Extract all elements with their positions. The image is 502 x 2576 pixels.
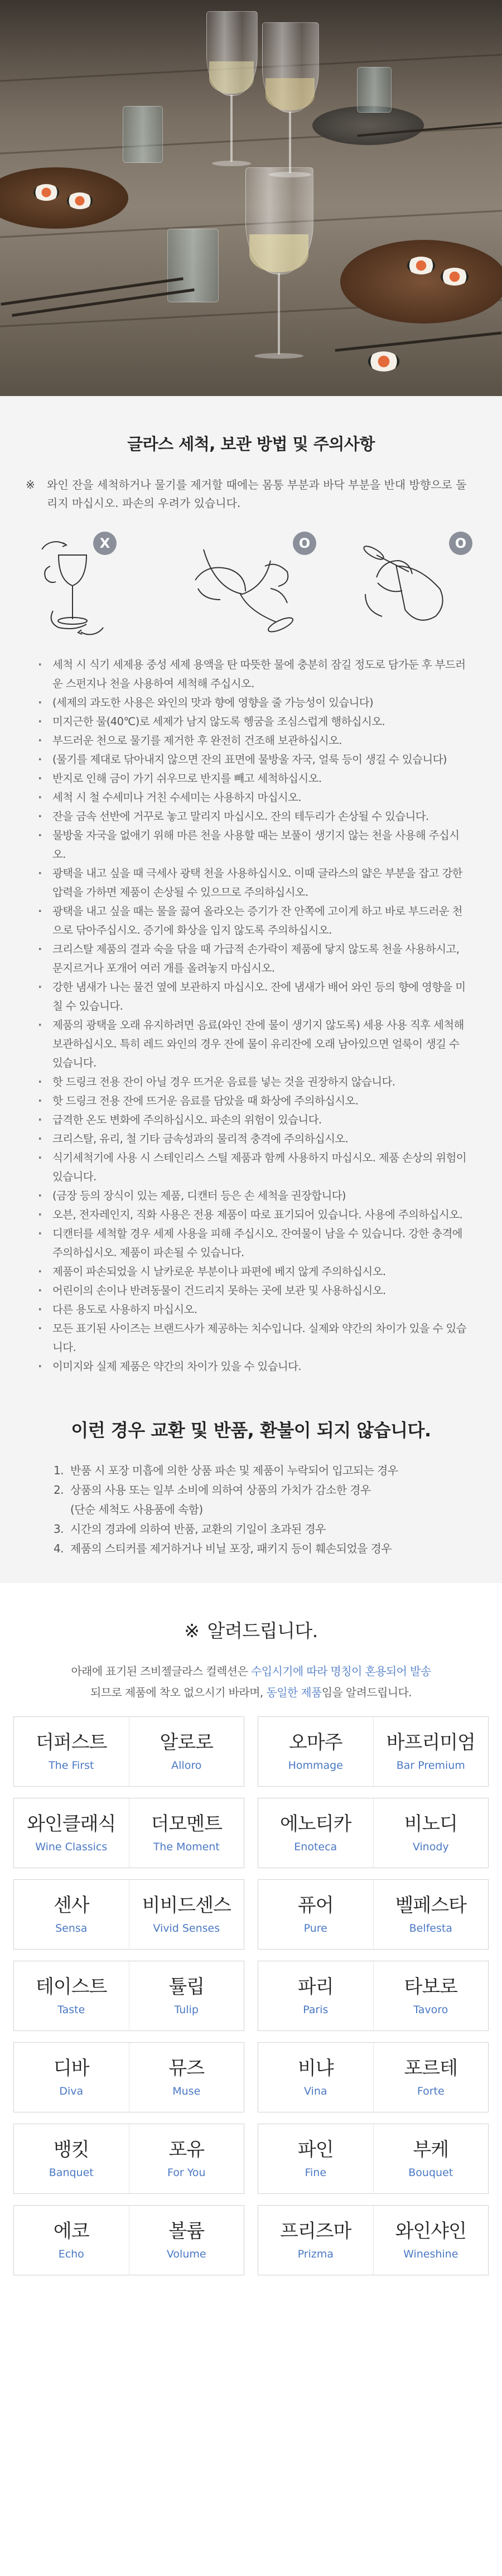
brand-cell [129, 1880, 244, 1949]
brand-cell [14, 1880, 129, 1949]
brand-pair-box [258, 1716, 489, 1787]
brand-pair-box [258, 1798, 489, 1868]
brand-pair-box [258, 2124, 489, 2194]
brand-name-english: The First [49, 1759, 94, 1772]
brand-name-english: Vinody [412, 1841, 449, 1853]
brand-name-korean: 부케 [413, 2139, 449, 2161]
chopsticks-image [335, 331, 502, 351]
item-number: 3. [54, 1522, 64, 1536]
notice-highlight: 수입시기에 따라 명칭이 혼용되어 발송 [251, 1665, 431, 1678]
no-return-list [0, 1461, 502, 1559]
list-item: · 광택을 내고 싶을 때 극세사 광택 천을 사용하십시오. 이때 글라스의 얇은 부분을 잡고 강한 압력을 가하면 제품이 손상될 수 있으므로 주의하십시오. [33, 864, 472, 902]
brand-name-english: Alloro [171, 1759, 202, 1772]
brand-name-korean: 테이스트 [36, 1976, 107, 1998]
brand-cell [129, 1798, 244, 1868]
brand-pair-box [258, 1961, 489, 2031]
list-item: · 오븐, 전자레인지, 직화 사용은 전용 제품이 따로 표기되어 있습니다. 사용에 주의하십시오. [33, 1205, 472, 1224]
item-text: 제품의 스티커를 제거하거나 비닐 포장, 패키지 등이 훼손되었을 경우 [70, 1542, 392, 1555]
care-warning-note [0, 476, 502, 513]
list-item: · 반지로 인해 금이 가기 쉬우므로 반지를 빼고 세척하십시오. [33, 769, 472, 788]
brand-name-korean: 알로로 [160, 1731, 214, 1754]
brand-cell [258, 1717, 373, 1786]
brand-pair-box [13, 2042, 244, 2112]
handling-illustrations [0, 527, 502, 644]
notice-title-text: 알려드립니다. [207, 1620, 318, 1642]
brand-name-english: Belfesta [409, 1922, 452, 1935]
brand-cell [373, 2043, 489, 2112]
brand-name-korean: 에노티카 [280, 1813, 351, 1835]
list-item [54, 1500, 502, 1519]
brand-cell [14, 2043, 129, 2112]
list-item: · 제품이 파손되었을 시 날카로운 부분이나 파편에 베지 않게 주의하십시오. [33, 1262, 472, 1281]
brand-name-english: Pure [303, 1922, 327, 1935]
brand-name-english: Vina [303, 2085, 327, 2097]
list-item: · (세제의 과도한 사용은 와인의 맛과 향에 영향을 줄 가능성이 있습니다) [33, 693, 472, 712]
brand-name-english: Wine Classics [35, 1841, 108, 1853]
brand-name-english: Vivid Senses [153, 1922, 220, 1935]
notice-text-part: 되므로 제품에 착오 없으시기 바라며, [90, 1686, 267, 1699]
brand-name-english: Paris [303, 2004, 329, 2016]
brand-pair-box [13, 1716, 244, 1787]
brand-cell [129, 1717, 244, 1786]
sushi-image [407, 257, 435, 274]
list-item: · (물기를 제대로 닦아내지 않으면 잔의 표면에 물방울 자국, 얼룩 등이 생길 수 있습니다) [33, 750, 472, 769]
list-item: · 세척 시 철 수세미나 거친 수세미는 사용하지 마십시오. [33, 788, 472, 807]
brand-name-korean: 튤립 [168, 1976, 205, 1998]
holding-stem-correct-icon [343, 527, 482, 644]
brand-name-english: Tulip [174, 2004, 199, 2016]
brand-name-grid [13, 1716, 489, 2275]
brand-pair-box [258, 1879, 489, 1950]
brand-pair-box [13, 1961, 244, 2031]
list-item: · 강한 냄새가 나는 물건 옆에 보관하지 마십시오. 잔에 냄새가 배어 와인 등의 향에 영향을 미칠 수 있습니다. [33, 978, 472, 1016]
brand-cell [14, 1717, 129, 1786]
brand-name-korean: 프리즈마 [280, 2220, 351, 2242]
item-text: 상품의 사용 또는 일부 소비에 의하여 상품의 가치가 감소한 경우 [70, 1483, 371, 1497]
brand-name-korean: 볼륨 [168, 2220, 205, 2242]
brand-name-english: Volume [166, 2248, 206, 2260]
sushi-image [33, 184, 59, 201]
brand-pair-box [13, 1879, 244, 1950]
wooden-bowl-image [0, 167, 128, 229]
brand-name-korean: 바프리미엄 [386, 1731, 475, 1754]
brand-cell [129, 2043, 244, 2112]
list-item: · 부드러운 천으로 물기를 제거한 후 완전히 건조해 보관하십시오. [33, 731, 472, 750]
water-glass-image [123, 106, 162, 167]
brand-name-english: Prizma [297, 2248, 334, 2260]
list-item: · (금장 등의 장식이 있는 제품, 디캔터 등은 손 세척을 권장합니다) [33, 1186, 472, 1205]
brand-name-korean: 와인샤인 [395, 2220, 466, 2242]
brand-name-korean: 오마주 [288, 1731, 342, 1754]
chopsticks-image [1, 277, 183, 306]
brand-cell [14, 1798, 129, 1868]
brand-cell [258, 2124, 373, 2193]
brand-name-english: Banquet [49, 2167, 94, 2179]
notice-highlight: 동일한 제품 [266, 1686, 322, 1699]
list-item: · 미지근한 물(40℃)로 세제가 남지 않도록 헹굼을 조심스럽게 행하십시오. [33, 712, 472, 731]
item-number: 4. [54, 1542, 64, 1555]
list-item: · 어린이의 손이나 반려동물이 건드리지 못하는 곳에 보관 및 사용하십시오. [33, 1281, 472, 1300]
brand-name-korean: 타보로 [404, 1976, 458, 1998]
list-item: · 모든 표기된 사이즈는 브랜드사가 제공하는 치수입니다. 실제와 약간의 차이가 있을 수 있습니다. [33, 1319, 472, 1357]
brand-cell [258, 1961, 373, 2030]
brand-cell [373, 1880, 489, 1949]
holding-bowl-correct-icon [181, 527, 321, 644]
twisting-glass-wrong-icon [20, 527, 159, 644]
notice-text [0, 1661, 502, 1703]
brand-name-korean: 디바 [53, 2057, 89, 2080]
notice-text-part: 아래에 표기된 즈비젤글라스 컬렉션은 [71, 1665, 251, 1678]
brand-name-korean: 벨페스타 [395, 1894, 466, 1917]
brand-cell [258, 2043, 373, 2112]
water-glass-image [167, 229, 218, 307]
list-item: · 광택을 내고 싶을 때는 물을 끓여 올라오는 증기가 잔 안쪽에 고이게 하고 바로 부드러운 천으로 닦아주십시오. 증기에 화상을 입지 않도록 주의하십시오. [33, 902, 472, 940]
brand-name-korean: 와인클래식 [27, 1813, 116, 1835]
notice-text-part: 임을 알려드립니다. [321, 1686, 412, 1699]
brand-name-korean: 파리 [297, 1976, 334, 1998]
brand-name-korean: 포유 [168, 2139, 205, 2161]
brand-name-english: Diva [59, 2085, 84, 2097]
brand-cell [14, 2206, 129, 2275]
item-number [54, 1500, 70, 1519]
brand-cell [258, 1880, 373, 1949]
list-item: · 디캔터를 세척할 경우 세제 사용을 피해 주십시오. 잔여물이 남을 수 있습니다. 강한 충격에 주의하십시오. 제품이 파손될 수 있습니다. [33, 1224, 472, 1262]
sushi-image [441, 268, 469, 286]
correct-mark-badge: O [293, 532, 316, 555]
brand-name-english: Forte [417, 2085, 445, 2097]
brand-name-korean: 센사 [53, 1894, 89, 1917]
brand-name-english: Enoteca [294, 1841, 337, 1853]
sushi-image [67, 192, 93, 209]
brand-name-english: Sensa [55, 1922, 88, 1935]
brand-cell [373, 1717, 489, 1786]
item-text: 반품 시 포장 미흡에 의한 상품 파손 및 제품이 누락되어 입고되는 경우 [70, 1464, 398, 1477]
brand-name-korean: 비비드센스 [142, 1894, 231, 1917]
list-item: · 이미지와 실제 제품은 약간의 차이가 있을 수 있습니다. [33, 1357, 472, 1376]
brand-cell [373, 2206, 489, 2275]
list-item: · 물방울 자국을 없애기 위해 마른 천을 사용할 때는 보풀이 생기지 않는 천을 사용해 주십시오. [33, 826, 472, 864]
wine-glass-image [245, 167, 312, 363]
brand-cell [373, 2124, 489, 2193]
item-number: 1. [54, 1464, 64, 1477]
brand-cell [129, 2124, 244, 2193]
hero-table-photo [0, 0, 502, 396]
list-item: · 식기세척기에 사용 시 스테인리스 스틸 제품과 함께 사용하지 마십시오. 제품 손상의 위험이 있습니다. [33, 1149, 472, 1186]
note-mark: ※ [26, 478, 35, 491]
list-item [54, 1480, 502, 1500]
brand-name-korean: 퓨어 [297, 1894, 334, 1917]
wrong-mark-badge: X [93, 532, 117, 555]
brand-pair-box [258, 2042, 489, 2112]
item-text: (단순 세척도 사용품에 속함) [70, 1503, 203, 1516]
brand-name-english: Fine [305, 2167, 327, 2179]
list-item [54, 1539, 502, 1559]
list-item [54, 1519, 502, 1539]
brand-name-english: For You [167, 2167, 206, 2179]
list-item: · 크리스탈 제품의 결과 숙을 닦을 때 가급적 손가락이 제품에 닿지 않도록 천을 사용하시고, 문지르거나 포개어 여러 개를 올려놓지 마십시오. [33, 940, 472, 978]
brand-name-korean: 뱅킷 [53, 2139, 89, 2161]
list-item: · 핫 드링크 전용 잔이 아닐 경우 뜨거운 음료를 넣는 것을 권장하지 않습니다. [33, 1073, 472, 1092]
brand-name-english: Echo [58, 2248, 84, 2260]
brand-name-english: The Moment [153, 1841, 220, 1853]
no-return-title: 이런 경우 교환 및 반품, 환불이 되지 않습니다. [71, 1420, 431, 1441]
wooden-bowl-image [340, 240, 502, 324]
list-item: · 제품의 광택을 오래 유지하려면 음료(와인 잔에 물이 생기지 않도록) 세용 사용 직후 세척해 보관하십시오. 특히 레드 와인의 경우 잔에 물이 유리잔에 오래 남아있으면 얼룩이 생길 수 있습니다. [33, 1016, 472, 1073]
water-glass-image [357, 67, 390, 117]
brand-name-korean: 비노디 [404, 1813, 458, 1835]
notice-section [0, 1583, 502, 2292]
wine-glass-image [262, 22, 318, 179]
correct-mark-badge: O [449, 532, 472, 555]
brand-name-korean: 비냐 [297, 2057, 334, 2080]
brand-name-english: Hommage [288, 1759, 343, 1772]
list-item: · 잔을 금속 선반에 거꾸로 놓고 말리지 마십시오. 잔의 테두리가 손상될 수 있습니다. [33, 807, 472, 826]
item-text: 시간의 경과에 의하여 반품, 교환의 기일이 초과된 경우 [70, 1522, 326, 1536]
brand-cell [129, 1961, 244, 2030]
notice-title [0, 1617, 502, 1643]
brand-name-english: Bouquet [408, 2167, 453, 2179]
wine-glass-image [206, 11, 257, 167]
brand-name-english: Taste [57, 2004, 85, 2016]
brand-cell [14, 1961, 129, 2030]
brand-name-english: Wineshine [403, 2248, 458, 2260]
list-item: · 다른 용도로 사용하지 마십시오. [33, 1300, 472, 1319]
brand-pair-box [13, 1798, 244, 1868]
brand-cell [373, 1961, 489, 2030]
brand-cell [258, 2206, 373, 2275]
list-item: · 세척 시 식기 세제용 중성 세제 용액을 탄 따뜻한 물에 충분히 잠길 정도로 담가둔 후 부드러운 스펀지나 천을 사용하여 세척해 주십시오. [33, 655, 472, 693]
brand-name-korean: 더퍼스트 [36, 1731, 107, 1754]
brand-cell [373, 1798, 489, 1868]
brand-name-english: Bar Premium [396, 1759, 465, 1772]
care-section [0, 396, 502, 1583]
brand-cell [14, 2124, 129, 2193]
care-instructions-list [0, 655, 502, 1376]
brand-pair-box [13, 2124, 244, 2194]
brand-name-english: Muse [172, 2085, 201, 2097]
care-warning-text: 와인 잔을 세척하거나 물기를 제거할 때에는 몸통 부분과 바닥 부분을 반대 방향으로 돌리지 마십시오. 파손의 우려가 있습니다. [47, 478, 467, 510]
brand-name-korean: 뮤즈 [168, 2057, 205, 2080]
brand-name-korean: 에코 [53, 2220, 89, 2242]
sushi-image [368, 351, 399, 372]
brand-pair-box [258, 2205, 489, 2275]
brand-name-korean: 포르테 [404, 2057, 458, 2080]
brand-cell [129, 2206, 244, 2275]
brand-name-korean: 더모멘트 [151, 1813, 222, 1835]
care-title: 글라스 세척, 보관 방법 및 주의사항 [127, 435, 375, 454]
notice-mark: ※ [184, 1620, 200, 1642]
brand-name-korean: 파인 [297, 2139, 334, 2161]
brand-name-english: Tavoro [413, 2004, 448, 2016]
brand-cell [258, 1798, 373, 1868]
item-number: 2. [54, 1483, 64, 1497]
list-item [54, 1461, 502, 1480]
list-item: · 크리스탈, 유리, 철 기타 금속성과의 물리적 충격에 주의하십시오. [33, 1130, 472, 1149]
list-item: · 핫 드링크 전용 잔에 뜨거운 음료를 담았을 때 화상에 주의하십시오. [33, 1092, 472, 1111]
brand-pair-box [13, 2205, 244, 2275]
list-item: · 급격한 온도 변화에 주의하십시오. 파손의 위험이 있습니다. [33, 1111, 472, 1130]
